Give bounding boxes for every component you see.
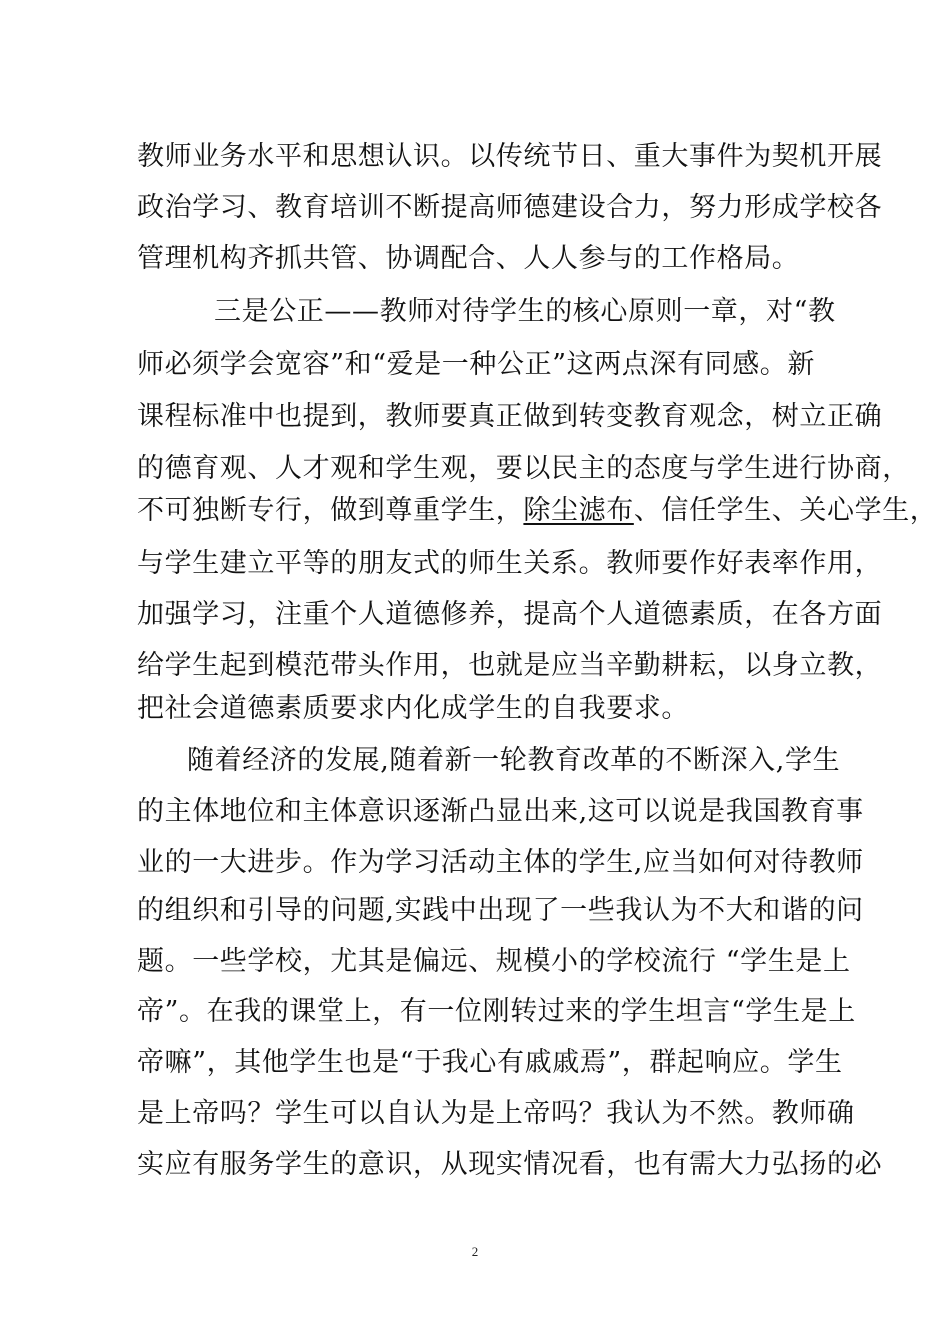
inline-link[interactable]: 除尘滤布 xyxy=(523,495,634,526)
line-text-after-link: 、信任学生、关心学生， xyxy=(633,495,938,526)
line-text-before-link: 不可独断专行，做到尊重学生， xyxy=(137,495,524,526)
body-line: 的主体地位和主体意识逐渐凸显出来,这可以说是我国教育事 xyxy=(137,796,864,827)
body-line: 实应有服务学生的意识，从现实情况看，也有需大力弘扬的必 xyxy=(137,1149,883,1180)
body-line: 业的一大进步。作为学习活动主体的学生,应当如何对待教师 xyxy=(137,847,864,878)
body-line: 加强学习，注重个人道德修养，提高个人道德素质，在各方面 xyxy=(137,599,883,630)
body-line: 帝嘛”，其他学生也是“于我心有戚戚焉”，群起响应。学生 xyxy=(137,1047,843,1078)
body-line: 教师业务水平和思想认识。以传统节日、重大事件为契机开展 xyxy=(137,141,883,172)
body-line: 是上帝吗？学生可以自认为是上帝吗？我认为不然。教师确 xyxy=(137,1098,855,1129)
paragraph-start-line: 三是公正——教师对待学生的核心原则一章，对“教 xyxy=(214,296,836,327)
body-line: 把社会道德素质要求内化成学生的自我要求。 xyxy=(137,693,689,724)
page-number: 2 xyxy=(471,1244,479,1259)
paragraph-start-line: 随着经济的发展,随着新一轮教育改革的不断深入,学生 xyxy=(187,745,841,776)
body-line: 师必须学会宽容”和“爱是一种公正”这两点深有同感。新 xyxy=(137,349,816,380)
body-line: 的德育观、人才观和学生观，要以民主的态度与学生进行协商， xyxy=(137,453,910,484)
body-line-with-link xyxy=(137,493,937,529)
body-line: 管理机构齐抓共管、协调配合、人人参与的工作格局。 xyxy=(137,243,800,274)
body-line: 的组织和引导的问题,实践中出现了一些我认为不大和谐的问 xyxy=(137,895,864,926)
body-line: 与学生建立平等的朋友式的师生关系。教师要作好表率作用， xyxy=(137,548,883,579)
body-line: 题。一些学校，尤其是偏远、规模小的学校流行 “学生是上 xyxy=(137,946,851,977)
body-line: 帝”。在我的课堂上，有一位刚转过来的学生坦言“学生是上 xyxy=(137,996,856,1027)
body-line: 课程标准中也提到，教师要真正做到转变教育观念，树立正确 xyxy=(137,401,883,432)
body-line: 政治学习、教育培训不断提高师德建设合力，努力形成学校各 xyxy=(137,192,883,223)
body-line: 给学生起到模范带头作用，也就是应当辛勤耕耘，以身立教， xyxy=(137,650,883,681)
